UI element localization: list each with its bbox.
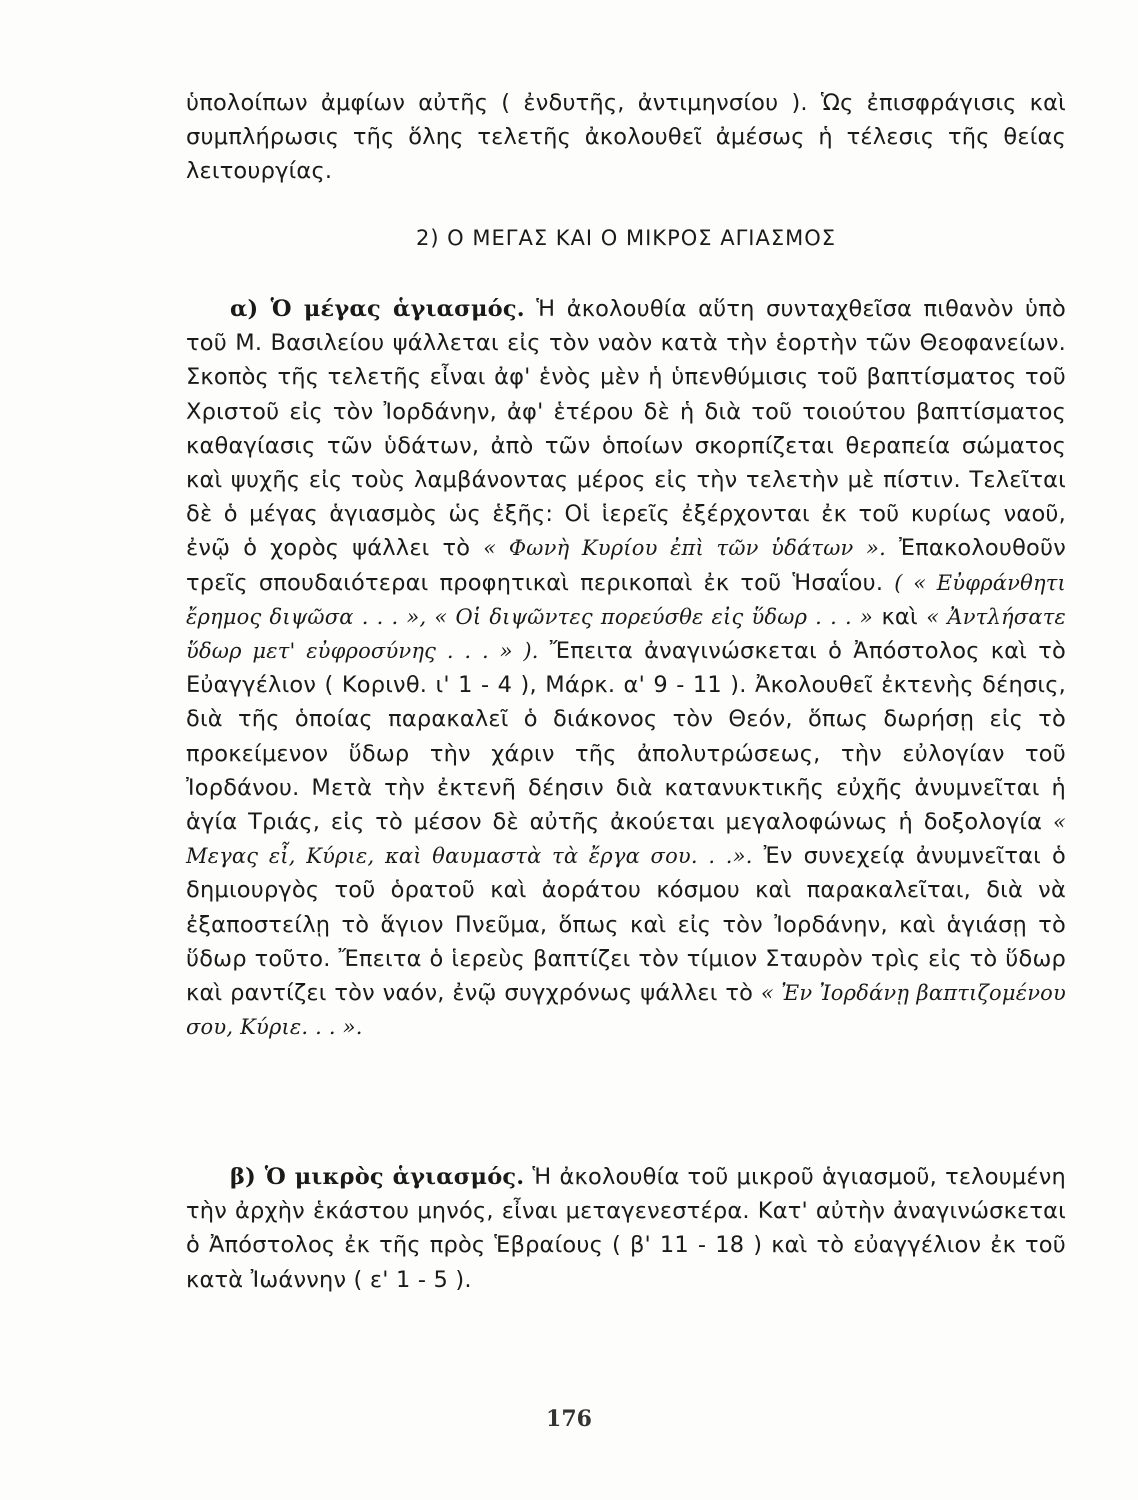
- opening-paragraph: [186, 86, 1066, 189]
- section-a-part1: Ἡ ἀκολουθία αὕτη συνταχθεῖσα πιθανὸν ὑπὸ τοῦ Μ. Βασιλείου ψάλλεται εἰς τὸν ναὸν κατὰ τὴν ἑορτὴν τῶν Θεοφανείων. Σκοπὸς τῆς τελετῆς εἶναι ἀφ' ἑνὸς μὲν ἡ ὑπενθύμισις τοῦ βαπτίσματος τοῦ Χριστοῦ εἰς τὸν Ἰορδάνην, ἀφ' ἑτέρου δὲ ἡ διὰ τοῦ τοιούτου βαπτίσματος καθαγίασις τῶν ὑδάτων, ἀπὸ τῶν ὁποίων σκορπίζεται θεραπεία σώματος καὶ ψυχῆς εἰς τοὺς λαμβάνοντας μέρος εἰς τὴν τελετὴν μὲ πίστιν. Τελεῖται δὲ ὁ μέγας ἁγιασμὸς ὡς ἑξῆς: Οἱ ἱερεῖς ἐξέρχονται ἐκ τοῦ κυρίως ναοῦ, ἐνῷ ὁ χορὸς ψάλλει τὸ: [186, 296, 1066, 562]
- section-a-quote2: ( « Εὐφράνθητι ἔρημος διψῶσα . . . », « Οἱ διψῶντες πορεύσθε εἰς ὕδωρ . . . »: [186, 570, 1066, 629]
- section-a-text: [186, 292, 1066, 1044]
- section-a-title: α) Ὁ μέγας ἁγιασμός.: [230, 296, 525, 322]
- section-b-title: β) Ὁ μικρὸς ἁγιασμός.: [230, 1164, 525, 1190]
- section-a-paragraph: [186, 292, 1066, 1044]
- section-b-paragraph: [186, 1160, 1066, 1297]
- section-a-quote3: « Ἀντλήσατε ὕδωρ μετ' εὐφροσύνης . . . » ).: [186, 604, 1066, 664]
- opening-paragraph-text: ὑπολοίπων ἀμφίων αὐτῆς ( ἐνδυτῆς, ἀντιμηνσίου ). Ὡς ἐπισφράγισις καὶ συμπλήρωσις τῆς ὅλης τελετῆς ἀκολουθεῖ ἀμέσως ἡ τέλεσις τῆς θείας λειτουργίας.: [186, 90, 1066, 185]
- page-number: 176: [546, 1406, 592, 1432]
- section-a-quote1: « Φωνὴ Κυρίου ἐπὶ τῶν ὑδάτων ».: [483, 536, 886, 561]
- section-a-part4: Ἔπειτα ἀναγινώσκεται ὁ Ἀπόστολος καὶ τὸ Εὐαγγέλιον ( Κορινθ. ι' 1 - 4 ), Μάρκ. α' 9 - 11 ). Ἀκολουθεῖ ἐκτενὴς δέησις, διὰ τῆς ὁποίας παρακαλεῖ ὁ διάκονος τὸν Θεόν, ὅπως δωρήσῃ εἰς τὸ προκείμενον ὕδωρ τὴν χάριν τῆς ἀπολυτρώσεως, τὴν εὐλογίαν τοῦ Ἰορδάνου. Μετὰ τὴν ἐκτενῆ δέησιν διὰ κατανυκτικῆς εὐχῆς ἀνυμνεῖται ἡ ἁγία Τριάς, εἰς τὸ μέσον δὲ αὐτῆς ἀκούεται μεγαλοφώνως ἡ δοξολογία: [186, 638, 1067, 836]
- section-a-part3: καὶ: [872, 603, 927, 630]
- section-a-quote4: « Μεγας εἶ, Κύριε, καὶ θαυμαστὰ τὰ ἔργα σου. . .».: [186, 810, 1066, 869]
- section-heading: 2) Ο ΜΕΓΑΣ ΚΑΙ Ο ΜΙΚΡΟΣ ΑΓΙΑΣΜΟΣ: [415, 226, 837, 250]
- section-a-quote5: « Ἐν Ἰορδάνῃ βαπτιζομένου σου, Κύριε. . . ».: [186, 981, 1066, 1040]
- section-a-part2: Ἐπακολουθοῦν τρεῖς σπουδαιότεραι προφητικαὶ περικοπαὶ ἐκ τοῦ Ἡσαΐου.: [186, 535, 1066, 596]
- section-b-text: [186, 1160, 1066, 1297]
- section-a-part5: Ἐν συνεχείᾳ ἀνυμνεῖται ὁ δημιουργὸς τοῦ ὁρατοῦ καὶ ἀοράτου κόσμου καὶ παρακαλεῖται, διὰ νὰ ἐξαποστείλῃ τὸ ἅγιον Πνεῦμα, ὅπως καὶ εἰς τὸν Ἰορδάνην, καὶ ἁγιάσῃ τὸ ὕδωρ τοῦτο. Ἔπειτα ὁ ἱερεὺς βαπτίζει τὸν τίμιον Σταυρὸν τρὶς εἰς τὸ ὕδωρ καὶ ραντίζει τὸν ναόν, ἐνῷ συγχρόνως ψάλλει τὸ: [186, 843, 1066, 1007]
- section-b-body: Ἡ ἀκολουθία τοῦ μικροῦ ἁγιασμοῦ, τελουμένη τὴν ἀρχὴν ἑκάστου μηνός, εἶναι μεταγενεστέρα. Κατ' αὐτὴν ἀναγινώσκεται ὁ Ἀπόστολος ἐκ τῆς πρὸς Ἑβραίους ( β' 11 - 18 ) καὶ τὸ εὐαγγέλιον ἐκ τοῦ κατὰ Ἰωάννην ( ε' 1 - 5 ).: [186, 1164, 1066, 1293]
